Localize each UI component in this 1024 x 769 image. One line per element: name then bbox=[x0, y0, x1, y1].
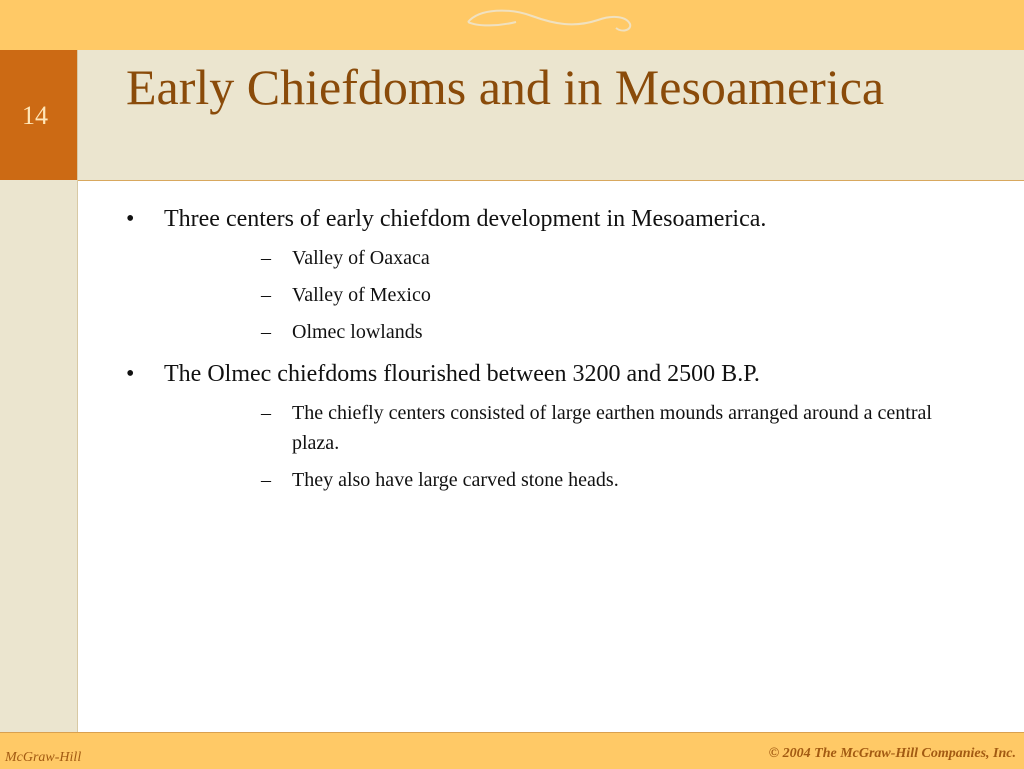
bullet-list bbox=[80, 204, 1024, 495]
dash-marker: – bbox=[261, 247, 271, 269]
bullet-text: Three centers of early chiefdom development in Mesoamerica. bbox=[164, 206, 767, 232]
sub-bullet-list bbox=[164, 398, 1024, 495]
slide-title: Early Chiefdoms and in Mesoamerica bbox=[126, 59, 885, 115]
sub-bullet-text: Valley of Mexico bbox=[292, 284, 431, 306]
dash-marker: – bbox=[261, 469, 271, 491]
dash-marker: – bbox=[261, 321, 271, 343]
slide-content bbox=[80, 183, 1024, 728]
sub-bullet-text: Valley of Oaxaca bbox=[292, 247, 430, 269]
sub-bullet-text: The chiefly centers consisted of large earthen mounds arranged around a central plaza. bbox=[292, 402, 932, 454]
bullet-item bbox=[80, 359, 1024, 495]
sub-bullet-item bbox=[164, 243, 1024, 273]
bullet-marker: • bbox=[126, 361, 135, 387]
sub-bullet-text: Olmec lowlands bbox=[292, 321, 423, 343]
dash-marker: – bbox=[261, 402, 271, 424]
sub-bullet-item bbox=[164, 280, 1024, 310]
sub-bullet-item bbox=[164, 398, 1024, 458]
slide-number: 14 bbox=[22, 101, 48, 130]
bullet-item bbox=[80, 204, 1024, 347]
sub-bullet-text: They also have large carved stone heads. bbox=[292, 469, 619, 491]
flourish-decoration-icon bbox=[462, 2, 638, 42]
bullet-marker: • bbox=[126, 206, 135, 232]
publisher-label: McGraw-Hill bbox=[5, 750, 82, 765]
sub-bullet-item bbox=[164, 317, 1024, 347]
dash-marker: – bbox=[261, 284, 271, 306]
sub-bullet-item bbox=[164, 465, 1024, 495]
copyright-notice: © 2004 The McGraw-Hill Companies, Inc. bbox=[768, 746, 1016, 761]
sub-bullet-list bbox=[164, 243, 1024, 347]
bullet-text: The Olmec chiefdoms flourished between 3200 and 2500 B.P. bbox=[164, 361, 760, 387]
